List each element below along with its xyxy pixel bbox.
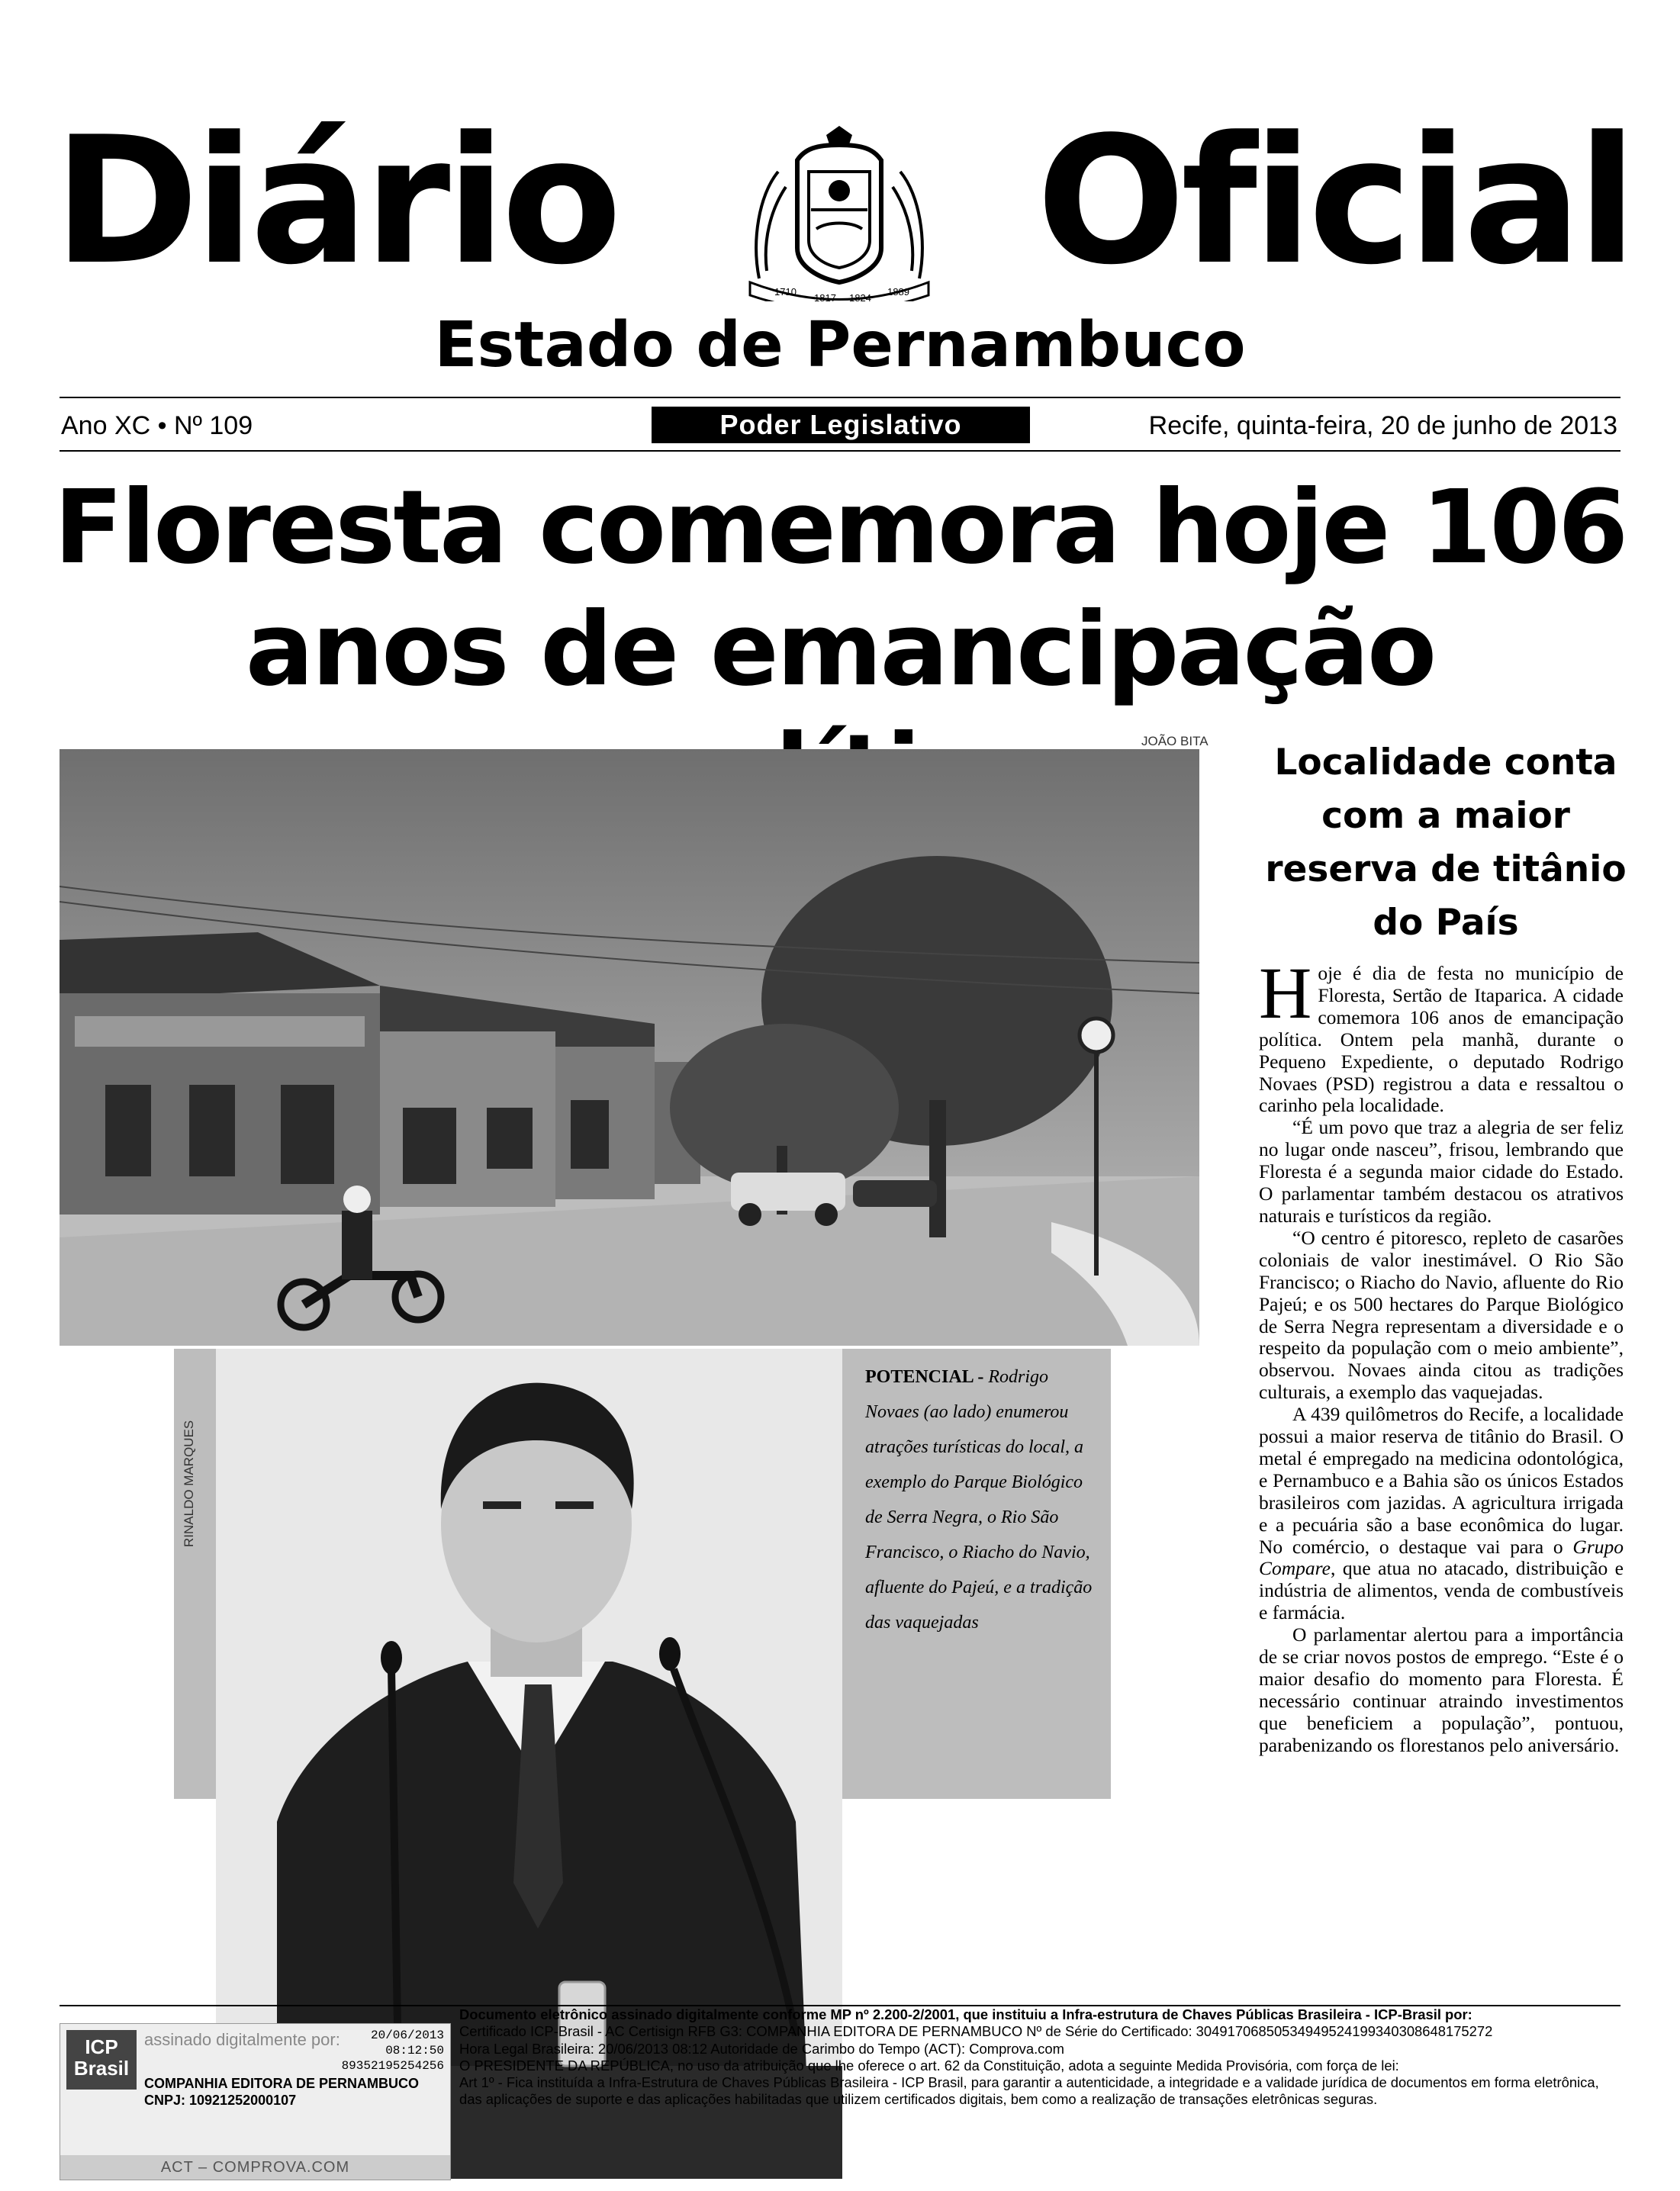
photo-credit-portrait bbox=[174, 1356, 204, 1555]
stamp-time: 08:12:50 bbox=[385, 2044, 444, 2057]
article-paragraph-3: “O centro é pitoresco, repleto de casarões coloniais de valor inestimável. O Rio São Francisco; o Riacho do Navio, afluente do Rio Pajeú; e os 500 hectares do Parque Biológico de Serra Negra representam a diversidade e o respeito da população com o meio ambiente”, observou. Novaes ainda citou as tradições culturais, a exemplo das vaquejadas. bbox=[1259, 1226, 1624, 1404]
article-paragraph-4-b: , que atua no atacado, distribuição e indústria de alimentos, venda de combustíveis e farmácia. bbox=[1259, 1557, 1624, 1624]
dateline: Recife, quinta-feira, 20 de junho de 2013 bbox=[1148, 411, 1617, 440]
article-paragraph-4-a: A 439 quilômetros do Recife, a localidade possui a maior reserva de titânio do Brasil. O metal é empregado na medicina odontológica, e Pernambuco e a Bahia são os únicos Estados brasileiros com jazidas. A agricultura irrigada e a pecuária são a base econômica do lugar. No comércio, o destaque vai para o bbox=[1259, 1403, 1624, 1558]
article-paragraph-4 bbox=[1259, 1404, 1624, 1624]
article-paragraph-1-text: oje é dia de festa no município de Floresta, Sertão de Itaparica. A cidade comemora 106 anos de emancipação política. Ontem pela manhã, durante o Pequeno Expediente, o deputado Rodrigo Novaes (PSD) registrou a data e ressaltou o carinho pela localidade. bbox=[1259, 962, 1624, 1117]
article-paragraph-2: “É um povo que traz a alegria de ser feliz no lugar onde nasceu”, frisou, lembrando que Floresta é a segunda maior cidade do Estado. O parlamentar também destacou os atrativos naturais e turísticos da região. bbox=[1259, 1116, 1624, 1227]
icp-brasil-logo: ICP Brasil bbox=[66, 2030, 137, 2090]
masthead bbox=[53, 100, 1633, 336]
seal-year-4: 1889 bbox=[887, 286, 909, 298]
article-paragraph-5: O parlamentar alertou para a importância de se criar novos postos de emprego. “Este é o maior desafio do momento para Floresta. É necessário continuar atraindo investimentos que beneficiem a população”, pontuou, parabenizando os florestanos pelo aniversário. bbox=[1259, 1623, 1624, 1756]
masthead-subtitle: Estado de Pernambuco bbox=[434, 309, 1246, 381]
legal-line-6: das aplicações de suporte e das aplicações habilitadas que utilizem certificados digitais, bem como a realização de transações eletrônicas seguras. bbox=[459, 2091, 1378, 2108]
caption-label: POTENCIAL - bbox=[865, 1367, 984, 1387]
masthead-title-right: Oficial bbox=[1036, 100, 1633, 304]
street-photo-scene bbox=[60, 749, 1199, 1346]
photo-credit-portrait-text: RINALDO MARQUES bbox=[182, 1420, 196, 1547]
stamp-act-label: ACT – COMPROVA.COM bbox=[60, 2155, 450, 2180]
photo-credit-top: JOÃO BITA bbox=[1141, 734, 1209, 748]
digital-signature-stamp bbox=[60, 2023, 451, 2180]
legal-line-3: Hora Legal Brasileira: 20/06/2013 08:12 Autoridade de Carimbo do Tempo (ACT): Comprova.com bbox=[459, 2040, 1064, 2057]
legal-line-1: Documento eletrônico assinado digitalmente conforme MP nº 2.200-2/2001, que instituiu a Infra-estrutura de Chaves Públicas Brasileira - ICP-Brasil por: bbox=[459, 2006, 1472, 2022]
stamp-cnpj: CNPJ: 10921252000107 bbox=[144, 2093, 297, 2108]
street-photo bbox=[60, 749, 1199, 1346]
state-coat-of-arms bbox=[744, 126, 935, 301]
stamp-date: 20/06/2013 bbox=[370, 2029, 444, 2042]
seal-year-1: 1710 bbox=[774, 286, 797, 298]
seal-year-2: 1817 bbox=[814, 292, 836, 301]
section-label: Poder Legislativo bbox=[652, 407, 1030, 443]
article-paragraph-1 bbox=[1259, 952, 1624, 1117]
masthead-rule-bottom bbox=[60, 450, 1620, 452]
article-kicker: Localidade conta com a maior reserva de titânio do País bbox=[1265, 742, 1627, 944]
headline-line-1: Floresta comemora hoje 106 bbox=[53, 469, 1627, 587]
masthead-title-left: Diário bbox=[53, 100, 618, 304]
seal-year-3: 1824 bbox=[849, 292, 871, 301]
legal-notice bbox=[459, 2006, 1627, 2109]
stamp-signed-label: assinado digitalmente por: bbox=[144, 2030, 340, 2049]
drop-cap: H bbox=[1259, 952, 1312, 1034]
stamp-serial: 89352195254256 bbox=[341, 2059, 444, 2073]
headline-line-2: anos de emancipação bbox=[245, 591, 1435, 709]
legal-line-4: O PRESIDENTE DA REPÚBLICA, no uso da atribuição que lhe oferece o art. 62 da Constituição, adota a seguinte Medida Provisória, com força de lei: bbox=[459, 2057, 1399, 2074]
issue-number: Ano XC • Nº 109 bbox=[61, 411, 253, 440]
stamp-company: COMPANHIA EDITORA DE PERNAMBUCO bbox=[144, 2076, 420, 2091]
caption-text: Rodrigo Novaes (ao lado) enumerou atrações turísticas do local, a exemplo do Parque Biológico de Serra Negra, o Rio São Francisco, o Riacho do Navio, afluente do Pajeú, e a tradição das vaquejadas bbox=[865, 1367, 1093, 1633]
photo-caption bbox=[865, 1359, 1102, 1640]
legal-line-2: Certificado ICP-Brasil - AC Certisign RFB G3: COMPANHIA EDITORA DE PERNAMBUCO Nº de Série do Certificado: 3049170685053494952419934030864817527​2 bbox=[459, 2023, 1493, 2040]
legal-line-5: Art 1º - Fica instituída a Infra-Estrutura de Chaves Públicas Brasileira - ICP Brasil, para garantir a autenticidade, a integridade e a validade jurídica de documentos em forma eletrônica, bbox=[459, 2074, 1599, 2091]
article-body bbox=[1259, 952, 1624, 1757]
article-paragraph-4-emphasis: Grupo Compare bbox=[1259, 1535, 1624, 1580]
masthead-rule-top bbox=[60, 397, 1620, 398]
